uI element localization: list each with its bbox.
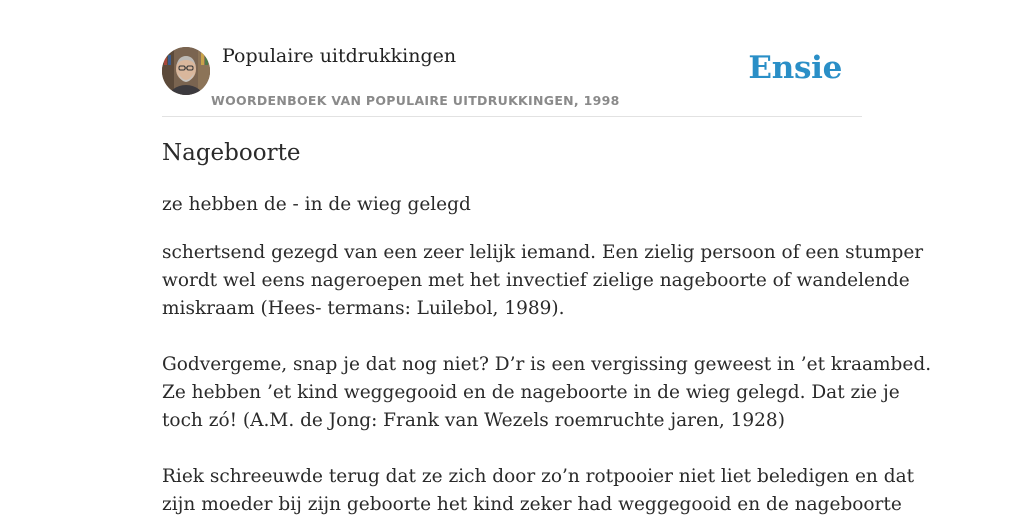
- person-portrait-icon[interactable]: [162, 47, 210, 95]
- paragraph-line: Ze hebben ’et kind weggegooid en de nageboorte in de wieg gelegd. Dat zie je: [162, 382, 900, 403]
- paragraph-line: wordt wel eens nageroepen met het invectief zielige nageboorte of wandelende: [162, 270, 910, 291]
- page-title: Nageboorte: [162, 140, 301, 166]
- paragraph-line: zijn moeder bij zijn geboorte het kind zeker had weggegooid en de nageboorte: [162, 494, 902, 515]
- paragraph-line: toch zó! (A.M. de Jong: Frank van Wezels roemruchte jaren, 1928): [162, 410, 785, 431]
- entry-card: [162, 0, 932, 515]
- paragraph-line: schertsend gezegd van een zeer lelijk iemand. Een zielig persoon of een stumper: [162, 242, 924, 263]
- quote-paragraph: [162, 463, 915, 519]
- author-name[interactable]: Populaire uitdrukkingen: [222, 45, 457, 67]
- source-label: WOORDENBOEK VAN POPULAIRE UITDRUKKINGEN, 1998: [211, 93, 620, 108]
- paragraph-line: miskraam (Hees- termans: Luilebol, 1989).: [162, 298, 565, 319]
- quote-paragraph: [162, 351, 932, 435]
- expression-text: ze hebben de - in de wieg gelegd: [162, 194, 471, 215]
- entry-header: [162, 0, 862, 117]
- paragraph-line: Godvergeme, snap je dat nog niet? D’r is een vergissing geweest in ’et kraambed.: [162, 354, 932, 375]
- brand-logo[interactable]: Ensie: [748, 50, 842, 86]
- definition-paragraph: [162, 239, 924, 323]
- paragraph-line: Riek schreeuwde terug dat ze zich door zo’n rotpooier niet liet beledigen en dat: [162, 466, 915, 487]
